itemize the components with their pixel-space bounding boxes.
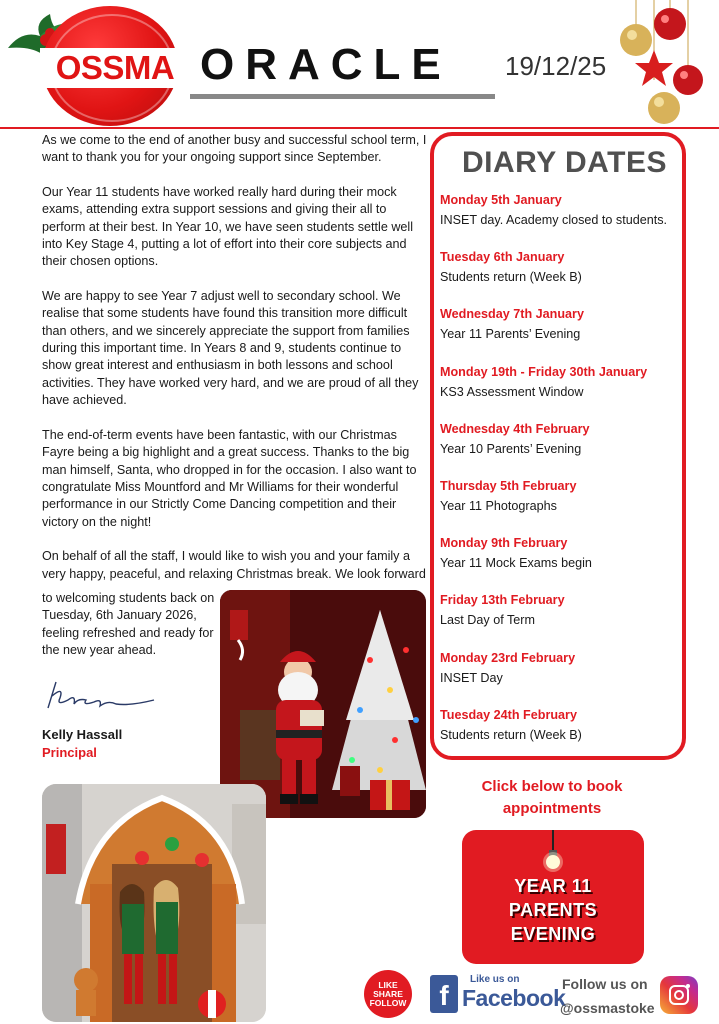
principal-letter	[42, 132, 430, 600]
facebook-like-label[interactable]: Like us on	[470, 974, 520, 985]
diary-entry	[440, 247, 684, 304]
diary-entry-description: Year 11 Parents’ Evening	[440, 327, 581, 342]
diary-entry	[440, 362, 684, 419]
social-handle[interactable]: @ossmastoke	[560, 1000, 655, 1016]
elves-photo	[42, 784, 266, 1022]
letter-paragraph: The end-of-term events have been fantastic, with our Christmas Fayre being a big highlight and a great success. Thanks to the big man himself, Santa, who dropped in for the occasion. I also want to congratulate Miss Mountford and Mr Williams for their wonderful performance in our Strictly Come Dancing competition and their victory on the night!	[42, 427, 417, 529]
diary-entry-date: Thursday 5th February	[440, 478, 577, 493]
diary-entry-description: Year 10 Parents’ Evening	[440, 441, 582, 456]
diary-entry-date: Monday 9th February	[440, 536, 568, 551]
newsletter-title: ORACLE	[200, 40, 452, 89]
diary-entry	[440, 476, 684, 533]
diary-entry-description: INSET day. Academy closed to students.	[440, 213, 668, 227]
diary-entry-description: Students return (Week B)	[440, 727, 582, 742]
parents-evening-booking-button[interactable]	[462, 830, 644, 964]
diary-entry-description: Year 11 Photographs	[440, 498, 557, 513]
diary-entry-date: Wednesday 7th January	[440, 307, 584, 322]
instagram-flash	[686, 984, 690, 988]
diary-entry-date: Monday 5th January	[440, 193, 562, 207]
letter-paragraph: Our Year 11 students have worked really hard during their mock exams, attending extra support sessions and giving their all to perform at their best. In Year 10, we have seen students settle well into Key Stage 4, putting a lot of effort into their core subjects and their chosen options.	[42, 184, 414, 269]
diary-entry	[440, 590, 684, 647]
diary-entry-description: INSET Day	[440, 670, 503, 685]
header-divider	[0, 127, 719, 129]
letter-paragraph: On behalf of all the staff, I would like to wish you and your family a very happy, peaceful, and relaxing Christmas break. We look forward	[42, 549, 426, 581]
christmas-ornaments-icon	[612, 0, 719, 130]
booking-button-label[interactable]	[462, 874, 644, 946]
badge-line: SHARE	[373, 988, 403, 999]
issue-date: 19/12/25	[505, 51, 607, 81]
elves-photo-illustration	[42, 784, 266, 1022]
diary-title: DIARY DATES	[462, 146, 667, 179]
diary-entry	[440, 533, 684, 590]
title-underline	[190, 94, 495, 99]
diary-list	[440, 190, 684, 762]
diary-entry-date: Monday 19th - Friday 30th January	[440, 364, 648, 379]
booking-button-line: EVENING	[510, 924, 596, 944]
letter-paragraph: As we come to the end of another busy and successful school term, I want to thank you for your ongoing support since September.	[42, 133, 427, 165]
signature-icon	[42, 676, 172, 716]
booking-button-line: YEAR 11	[514, 876, 592, 896]
booking-button-line: PARENTS	[508, 900, 598, 920]
school-logo: OSSMA	[40, 48, 190, 88]
booking-prompt: Click below to book appointments	[481, 778, 623, 817]
diary-entry-description: Year 11 Mock Exams begin	[440, 556, 592, 571]
diary-entry-date: Wednesday 4th February	[440, 421, 590, 436]
diary-entry	[440, 304, 684, 361]
lightbulb-icon	[542, 830, 564, 876]
signer-name: Kelly Hassall	[42, 727, 123, 742]
letter-paragraph: We are happy to see Year 7 adjust well to secondary school. We realise that some students have found this transition more difficult than others, and we sincerely appreciate the support from families during this important time. In Years 8 and 9, students continue to show great interest and enthusiasm in both lessons and school activities. They have worked very hard, and we are proud of all they have achieved.	[42, 288, 419, 408]
facebook-icon[interactable]: f	[430, 975, 458, 1013]
facebook-link[interactable]: Facebook	[462, 985, 566, 1011]
follow-label: Follow us on	[562, 976, 648, 992]
diary-entry-date: Friday 13th February	[440, 593, 565, 608]
diary-entry-date: Tuesday 24th February	[440, 707, 577, 722]
instagram-lens	[674, 990, 684, 1000]
letter-closing: to welcoming students back on Tuesday, 6th January 2026, feeling refreshed and ready for the new year ahead.	[42, 591, 215, 658]
diary-entry-description: KS3 Assessment Window	[440, 384, 584, 399]
badge-line: FOLLOW	[369, 997, 407, 1008]
like-share-follow-badge[interactable]	[364, 970, 412, 1018]
diary-entry	[440, 190, 684, 247]
signer-title: Principal	[42, 745, 97, 760]
diary-entry-description: Students return (Week B)	[440, 270, 582, 285]
badge-line: LIKE	[378, 979, 398, 990]
diary-entry	[440, 419, 684, 476]
diary-entry-description: Last Day of Term	[440, 613, 535, 628]
diary-entry	[440, 648, 684, 705]
instagram-icon[interactable]	[660, 976, 698, 1014]
diary-entry	[440, 705, 684, 762]
diary-entry-date: Tuesday 6th January	[440, 250, 565, 265]
diary-entry-date: Monday 23rd February	[440, 650, 576, 665]
